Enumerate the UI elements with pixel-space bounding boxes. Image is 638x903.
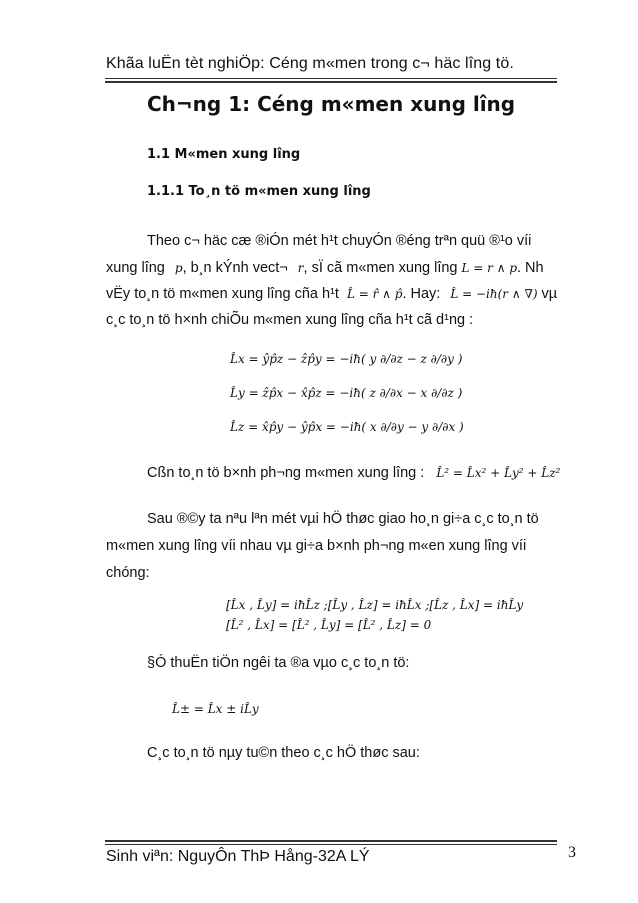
para2 xyxy=(147,465,560,481)
text: , sÏ cã m«men xung lîng xyxy=(303,260,458,276)
para1-line2 xyxy=(106,260,544,276)
para1-line4: c¸c to¸n tö h×nh chiÕu m«men xung lîng cña h¹t cã d¹ng : xyxy=(106,312,474,328)
ladder-equation: L̂± = L̂x ± iL̂y xyxy=(172,702,259,716)
header-rule-thick xyxy=(105,81,557,83)
text: vËy to¸n tö m«men xung lîng cña h¹t xyxy=(106,286,339,302)
commutator-line2: [L̂² , L̂x] = [L̂² , L̂y] = [L̂² , L̂z] = 0 xyxy=(226,618,432,632)
text: Cßn to¸n tö b×nh ph¬ng m«men xung lîng : xyxy=(147,465,425,481)
page-number: 3 xyxy=(568,844,576,861)
text: . Nh xyxy=(517,260,544,276)
commutation-relations xyxy=(226,596,546,640)
operator-ih-def: L̂ = −iħ(r ∧ ∇) xyxy=(450,287,538,301)
commutator-line1: [L̂x , L̂y] = iħL̂z ;[L̂y , L̂z] = iħL̂x ;[L̂z , L̂x] = iħL̂y xyxy=(226,598,524,612)
angular-momentum-def: L = r ∧ p xyxy=(461,261,517,275)
para3-line2: m«men xung lîng víi nhau vµ gi÷a b×nh ph¬ng m«en xung lîng víi xyxy=(106,538,527,554)
para5: C¸c to¸n tö nµy tu©n theo c¸c hÖ thøc sau: xyxy=(147,745,420,761)
text: , b¸n kÝnh vect¬ xyxy=(182,260,288,276)
page-footer: Sinh viªn: NguyÔn ThÞ Hång-32A LÝ xyxy=(106,848,370,865)
para3-line1: Sau ®©y ta nªu lªn mét vµi hÖ thøc giao ho¸n gi÷a c¸c to¸n tö xyxy=(147,511,539,527)
components-equations xyxy=(230,346,464,456)
Lz-equation: L̂z = x̂p̂y − ŷp̂x = −iħ( x ∂/∂y − y ∂/∂x ) xyxy=(230,420,464,434)
para1-line3 xyxy=(106,286,557,302)
para3-line3: chóng: xyxy=(106,565,150,581)
operator-def: L̂ = r̂ ∧ p̂ xyxy=(346,287,403,301)
para1-line1: Theo c¬ häc cæ ®iÓn mét h¹t chuyÓn ®éng trªn quü ®¹o víi xyxy=(147,233,532,249)
footer-rule-thick xyxy=(105,840,557,842)
chapter-title: Ch¬ng 1: Céng m«men xung lîng xyxy=(147,92,516,116)
p-vector: p xyxy=(174,261,183,275)
r-vector: r xyxy=(297,261,304,275)
section-heading: 1.1 M«men xung lîng xyxy=(147,147,301,162)
Lx-equation: L̂x = ŷp̂z − ẑp̂y = −iħ( y ∂/∂z − z ∂/∂y ) xyxy=(230,352,463,366)
text: xung lîng xyxy=(106,260,165,276)
header-rule xyxy=(105,78,557,79)
text: . Hay: xyxy=(402,286,441,302)
page-header: Khãa luËn tèt nghiÖp: Céng m«men trong c¬ häc lîng tö. xyxy=(106,55,514,72)
L-squared-formula: L̂² = L̂x² + L̂y² + L̂z² xyxy=(436,466,561,480)
footer-rule xyxy=(105,844,557,845)
text: vµ xyxy=(541,286,558,302)
Ly-equation: L̂y = ẑp̂x − x̂p̂z = −iħ( z ∂/∂x − x ∂/∂z ) xyxy=(230,386,463,400)
para4: §Ó thuËn tiÖn ngêi ta ®a vµo c¸c to¸n tö: xyxy=(147,655,410,671)
subsection-heading: 1.1.1 To¸n tö m«men xung lîng xyxy=(147,184,371,199)
